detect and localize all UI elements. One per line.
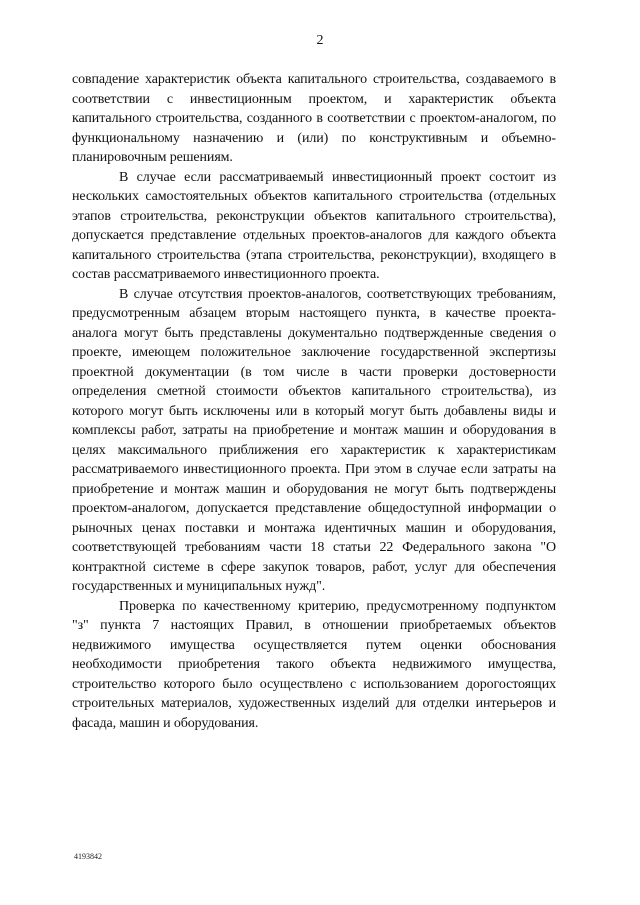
paragraph-multiple-objects: В случае если рассматриваемый инвестиционный проект состоит из нескольких самостоятельных объектов капитального строительства (отдельных этапов строительства, реконструкции объектов капитального строительства), допускается представление отдельных проектов-аналогов для каждого объекта капитального строительства (этапа строительства, реконструкции), входящего в состав рассматриваемого инвестиционного проекта.	[72, 169, 556, 282]
document-code: 4193842	[74, 852, 102, 861]
paragraph-qualitative-criterion: Проверка по качественному критерию, предусмотренному подпунктом "з" пункта 7 настоящих Правил, в отношении приобретаемых объектов недвижимого имущества осуществляется путем оценки обоснования необходимости приобретения такого объекта недвижимого имущества, строительство которого было осуществлено с использованием дорогостоящих строительных материалов, художественных изделий для отделки интерьеров и фасада, машин и оборудования.	[72, 598, 556, 731]
paragraph-no-analog-projects: В случае отсутствия проектов-аналогов, соответствующих требованиям, предусмотренным абзацем вторым настоящего пункта, в качестве проекта-аналога могут быть представлены документально подтвержденные сведения о проекте, имеющем положительное заключение государственной экспертизы проектной документации (в том числе в части проверки достоверности определения сметной стоимости объектов капитального строительства), из которого могут быть исключены или в который могут быть добавлены виды и комплексы работ, затраты на приобретение и монтаж машин и оборудования в целях максимального приближения его характеристик к характеристикам рассматриваемого инвестиционного проекта. При этом в случае если затраты на приобретение и монтаж машин и оборудования не могут быть подтверждены проектом-аналогом, допускается представление общедоступной информации о рыночных ценах поставки и монтажа идентичных машин и оборудования, соответствующей требованиям части 18 статьи 22 Федерального закона "О контрактной системе в сфере закупок товаров, работ, услуг для обеспечения государственных и муниципальных нужд".	[72, 286, 556, 594]
paragraph-continuation: совпадение характеристик объекта капитального строительства, создаваемого в соответствии с инвестиционным проектом, и характеристик объекта капитального строительства, созданного в соответствии с проектом-аналогом, по функциональному назначению и (или) по конструктивным и объемно-планировочным решениям.	[72, 72, 556, 165]
page-number: 2	[316, 33, 324, 48]
document-body	[72, 70, 556, 733]
